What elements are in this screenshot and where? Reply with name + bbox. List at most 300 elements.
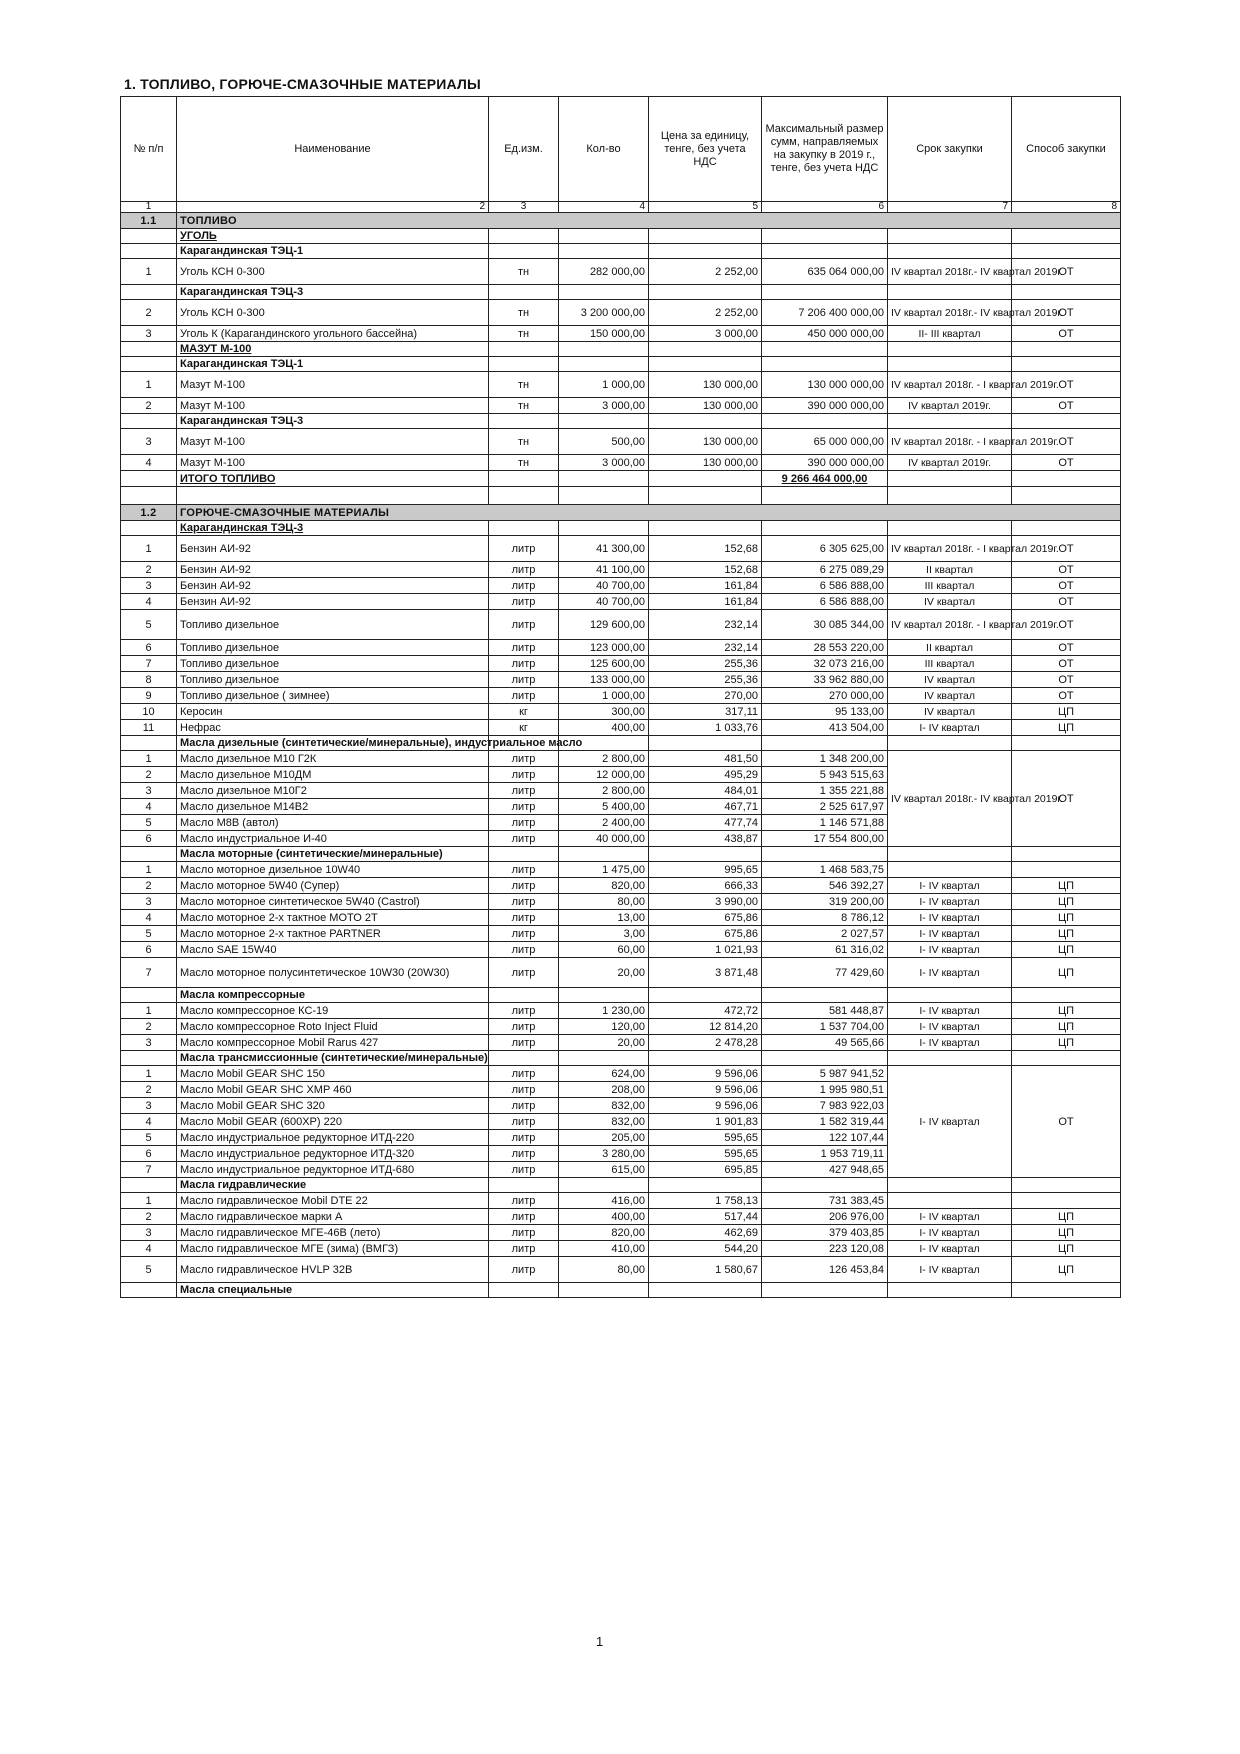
purchase-method: ОТ	[1012, 455, 1121, 471]
quantity: 400,00	[559, 720, 649, 736]
row-number: 4	[121, 455, 177, 471]
max-amount: 7 206 400 000,00	[762, 300, 888, 326]
item-name: Топливо дизельное	[177, 656, 489, 672]
table-row	[121, 259, 1121, 285]
max-amount: 2 027,57	[762, 926, 888, 942]
quantity: 500,00	[559, 429, 649, 455]
unit-price: 152,68	[649, 562, 762, 578]
row-number: 2	[121, 300, 177, 326]
max-amount: 122 107,44	[762, 1130, 888, 1146]
purchase-method: ЦП	[1012, 1019, 1121, 1035]
max-amount: 206 976,00	[762, 1209, 888, 1225]
unit: тн	[489, 455, 559, 471]
purchase-period: IV квартал 2019г.	[888, 398, 1012, 414]
unit: тн	[489, 398, 559, 414]
quantity: 1 475,00	[559, 862, 649, 878]
quantity: 208,00	[559, 1082, 649, 1098]
unit-price	[649, 471, 762, 487]
unit: литр	[489, 831, 559, 847]
column-number: 3	[489, 202, 559, 213]
group-row	[121, 1051, 1121, 1066]
max-amount: 5 943 515,63	[762, 767, 888, 783]
purchase-method: ОТ	[1012, 594, 1121, 610]
header-quantity: Кол-во	[559, 97, 649, 202]
purchase-method: ЦП	[1012, 720, 1121, 736]
unit-price: 9 596,06	[649, 1066, 762, 1082]
purchase-method: ОТ	[1012, 300, 1121, 326]
header-row	[121, 97, 1121, 202]
unit: литр	[489, 878, 559, 894]
group-row	[121, 847, 1121, 862]
item-name: Масло гидравлическое МГЕ-46В (лето)	[177, 1225, 489, 1241]
purchase-method: ЦП	[1012, 1003, 1121, 1019]
purchase-period	[888, 414, 1012, 429]
column-number: 8	[1012, 202, 1121, 213]
max-amount	[762, 357, 888, 372]
item-name: Бензин АИ-92	[177, 594, 489, 610]
group-title: Карагандинская ТЭЦ-1	[177, 244, 489, 259]
row-number: 1	[121, 751, 177, 767]
purchase-period: I- IV квартал	[888, 958, 1012, 988]
total-amount: 9 266 464 000,00	[762, 471, 888, 487]
unit-price: 1 033,76	[649, 720, 762, 736]
unit: литр	[489, 1146, 559, 1162]
group-title: Масла компрессорные	[177, 988, 489, 1003]
unit: кг	[489, 720, 559, 736]
row-number: 1	[121, 1066, 177, 1082]
header-method: Способ закупки	[1012, 97, 1121, 202]
table-row	[121, 1066, 1121, 1082]
purchase-period: IV квартал 2018г. - I квартал 2019г.	[888, 536, 1012, 562]
unit-price: 270,00	[649, 688, 762, 704]
purchase-period: IV квартал 2018г.- IV квартал 2019г.	[888, 751, 1012, 847]
unit-price	[649, 229, 762, 244]
unit	[489, 1178, 559, 1193]
max-amount	[762, 736, 888, 751]
max-amount: 95 133,00	[762, 704, 888, 720]
max-amount: 581 448,87	[762, 1003, 888, 1019]
purchase-method: ЦП	[1012, 942, 1121, 958]
purchase-period: I- IV квартал	[888, 1257, 1012, 1283]
table-row	[121, 326, 1121, 342]
unit-price	[649, 847, 762, 862]
purchase-period: I- IV квартал	[888, 1225, 1012, 1241]
unit: литр	[489, 1003, 559, 1019]
unit-price	[649, 736, 762, 751]
unit	[489, 847, 559, 862]
unit-price: 1 758,13	[649, 1193, 762, 1209]
item-name: Масло Mobil GEAR SHC 150	[177, 1066, 489, 1082]
unit: литр	[489, 910, 559, 926]
purchase-method	[1012, 1193, 1121, 1209]
unit: литр	[489, 656, 559, 672]
unit-price: 130 000,00	[649, 429, 762, 455]
subsection-row	[121, 342, 1121, 357]
item-name: Масло индустриальное И-40	[177, 831, 489, 847]
purchase-period	[888, 521, 1012, 536]
item-name: Бензин АИ-92	[177, 562, 489, 578]
row-number: 3	[121, 1098, 177, 1114]
max-amount	[762, 988, 888, 1003]
row-number: 3	[121, 1225, 177, 1241]
unit-price: 130 000,00	[649, 398, 762, 414]
quantity: 129 600,00	[559, 610, 649, 640]
max-amount: 8 786,12	[762, 910, 888, 926]
subsection-row	[121, 521, 1121, 536]
max-amount: 1 953 719,11	[762, 1146, 888, 1162]
unit-price: 467,71	[649, 799, 762, 815]
unit: литр	[489, 1114, 559, 1130]
row-number: 11	[121, 720, 177, 736]
unit-price: 1 580,67	[649, 1257, 762, 1283]
unit-price: 1 021,93	[649, 942, 762, 958]
max-amount: 32 073 216,00	[762, 656, 888, 672]
purchase-method	[1012, 521, 1121, 536]
group-row	[121, 1178, 1121, 1193]
table-row	[121, 751, 1121, 767]
column-number: 2	[177, 202, 489, 213]
purchase-method: ОТ	[1012, 1066, 1121, 1178]
quantity: 1 230,00	[559, 1003, 649, 1019]
row-number: 2	[121, 1019, 177, 1035]
purchase-period: III квартал	[888, 656, 1012, 672]
purchase-method: ЦП	[1012, 1035, 1121, 1051]
purchase-method: ЦП	[1012, 1241, 1121, 1257]
item-name: Уголь К (Карагандинского угольного бассейна)	[177, 326, 489, 342]
unit: литр	[489, 1082, 559, 1098]
unit: литр	[489, 1257, 559, 1283]
item-name: Топливо дизельное	[177, 672, 489, 688]
quantity: 3,00	[559, 926, 649, 942]
table-row	[121, 910, 1121, 926]
section-row	[121, 505, 1121, 521]
quantity: 20,00	[559, 958, 649, 988]
unit: литр	[489, 1225, 559, 1241]
unit-price	[649, 285, 762, 300]
max-amount: 1 582 319,44	[762, 1114, 888, 1130]
unit	[489, 1051, 559, 1066]
quantity: 13,00	[559, 910, 649, 926]
unit: литр	[489, 799, 559, 815]
unit: тн	[489, 326, 559, 342]
quantity: 120,00	[559, 1019, 649, 1035]
item-name: Мазут М-100	[177, 398, 489, 414]
unit-price: 255,36	[649, 656, 762, 672]
purchase-period: I- IV квартал	[888, 878, 1012, 894]
group-row	[121, 736, 1121, 751]
section-title: ТОПЛИВО	[177, 213, 1121, 229]
row-number	[121, 1051, 177, 1066]
unit: литр	[489, 942, 559, 958]
unit: литр	[489, 751, 559, 767]
purchase-method	[1012, 487, 1121, 505]
item-name: Уголь КСН 0-300	[177, 259, 489, 285]
total-row	[121, 471, 1121, 487]
unit	[489, 988, 559, 1003]
quantity: 5 400,00	[559, 799, 649, 815]
purchase-method	[1012, 988, 1121, 1003]
item-name: Масло гидравлическое марки А	[177, 1209, 489, 1225]
row-number: 6	[121, 942, 177, 958]
max-amount: 126 453,84	[762, 1257, 888, 1283]
quantity: 3 280,00	[559, 1146, 649, 1162]
unit-price	[649, 357, 762, 372]
table-body	[121, 213, 1121, 1298]
purchase-method: ОТ	[1012, 429, 1121, 455]
quantity: 820,00	[559, 878, 649, 894]
unit-price	[649, 988, 762, 1003]
max-amount: 1 468 583,75	[762, 862, 888, 878]
table-row	[121, 398, 1121, 414]
table-row	[121, 372, 1121, 398]
max-amount	[762, 1283, 888, 1298]
quantity	[559, 357, 649, 372]
quantity	[559, 487, 649, 505]
max-amount: 33 962 880,00	[762, 672, 888, 688]
header-unit: Ед.изм.	[489, 97, 559, 202]
item-name: Масло дизельное М10 Г2К	[177, 751, 489, 767]
quantity: 832,00	[559, 1114, 649, 1130]
quantity: 832,00	[559, 1098, 649, 1114]
purchase-period	[888, 1193, 1012, 1209]
quantity: 205,00	[559, 1130, 649, 1146]
max-amount: 17 554 800,00	[762, 831, 888, 847]
column-number: 7	[888, 202, 1012, 213]
unit-price: 481,50	[649, 751, 762, 767]
item-name: Масло моторное 5W40 (Супер)	[177, 878, 489, 894]
item-name: Мазут М-100	[177, 372, 489, 398]
purchase-period: I- IV квартал	[888, 926, 1012, 942]
quantity	[559, 1178, 649, 1193]
item-name: Масло гидравлическое МГЕ (зима) (ВМГЗ)	[177, 1241, 489, 1257]
unit-price: 675,86	[649, 926, 762, 942]
header-period: Срок закупки	[888, 97, 1012, 202]
purchase-period: IV квартал 2018г. - I квартал 2019г.	[888, 429, 1012, 455]
row-number: 5	[121, 1257, 177, 1283]
row-number	[121, 244, 177, 259]
max-amount: 223 120,08	[762, 1241, 888, 1257]
max-amount	[762, 487, 888, 505]
quantity: 40 700,00	[559, 578, 649, 594]
purchase-method	[1012, 414, 1121, 429]
unit-price: 317,11	[649, 704, 762, 720]
row-number: 1	[121, 536, 177, 562]
unit: литр	[489, 578, 559, 594]
purchase-period: IV квартал	[888, 672, 1012, 688]
item-name: Керосин	[177, 704, 489, 720]
table-row	[121, 894, 1121, 910]
purchase-method: ОТ	[1012, 672, 1121, 688]
purchase-period	[888, 1051, 1012, 1066]
table-row	[121, 1241, 1121, 1257]
table-row	[121, 720, 1121, 736]
item-name: Масло М8В (автол)	[177, 815, 489, 831]
row-number	[121, 988, 177, 1003]
purchase-period	[888, 357, 1012, 372]
max-amount: 450 000 000,00	[762, 326, 888, 342]
group-title: Масла моторные (синтетические/минеральные)	[177, 847, 489, 862]
max-amount	[762, 1178, 888, 1193]
purchase-period: I- IV квартал	[888, 1241, 1012, 1257]
column-number: 5	[649, 202, 762, 213]
quantity: 125 600,00	[559, 656, 649, 672]
unit-price: 161,84	[649, 578, 762, 594]
item-name: Масло SAE 15W40	[177, 942, 489, 958]
row-number: 2	[121, 767, 177, 783]
group-row	[121, 244, 1121, 259]
purchase-period: I- IV квартал	[888, 1209, 1012, 1225]
quantity: 41 100,00	[559, 562, 649, 578]
item-name: Масло дизельное М14В2	[177, 799, 489, 815]
unit-price: 9 596,06	[649, 1098, 762, 1114]
row-number: 4	[121, 799, 177, 815]
unit	[489, 521, 559, 536]
item-name: Масло индустриальное редукторное ИТД-320	[177, 1146, 489, 1162]
unit	[489, 414, 559, 429]
unit-price	[649, 1283, 762, 1298]
purchase-method	[1012, 862, 1121, 878]
unit-price: 2 478,28	[649, 1035, 762, 1051]
group-title: Масла дизельные (синтетические/минеральные), индустриальное масло	[177, 736, 489, 751]
unit: литр	[489, 672, 559, 688]
unit-price: 232,14	[649, 610, 762, 640]
purchase-method: ЦП	[1012, 1209, 1121, 1225]
subsection-row	[121, 229, 1121, 244]
max-amount: 635 064 000,00	[762, 259, 888, 285]
max-amount: 7 983 922,03	[762, 1098, 888, 1114]
section-row	[121, 213, 1121, 229]
row-number	[121, 487, 177, 505]
quantity: 80,00	[559, 894, 649, 910]
unit: тн	[489, 259, 559, 285]
item-name: Масло моторное синтетическое 5W40 (Castrol)	[177, 894, 489, 910]
purchase-period	[888, 285, 1012, 300]
quantity	[559, 1051, 649, 1066]
max-amount: 77 429,60	[762, 958, 888, 988]
purchase-period: IV квартал 2019г.	[888, 455, 1012, 471]
purchase-method: ОТ	[1012, 656, 1121, 672]
max-amount: 1 146 571,88	[762, 815, 888, 831]
purchase-period	[888, 244, 1012, 259]
section-title: ГОРЮЧЕ-СМАЗОЧНЫЕ МАТЕРИАЛЫ	[177, 505, 1121, 521]
purchase-period: I- IV квартал	[888, 910, 1012, 926]
item-name: Масло Mobil GEAR (600XP) 220	[177, 1114, 489, 1130]
max-amount	[762, 521, 888, 536]
header-max-amount: Максимальный размер сумм, направляемых на закупку в 2019 г., тенге, без учета НДС	[762, 97, 888, 202]
row-number: 4	[121, 1114, 177, 1130]
row-number: 2	[121, 878, 177, 894]
quantity	[559, 342, 649, 357]
table-row	[121, 878, 1121, 894]
quantity: 400,00	[559, 1209, 649, 1225]
group-row	[121, 357, 1121, 372]
max-amount: 413 504,00	[762, 720, 888, 736]
purchase-period: IV квартал	[888, 594, 1012, 610]
unit: литр	[489, 815, 559, 831]
purchase-method: ОТ	[1012, 688, 1121, 704]
row-number: 5	[121, 926, 177, 942]
table-row	[121, 958, 1121, 988]
item-name: Масло гидравлическое Mobil DTE 22	[177, 1193, 489, 1209]
item-name: Мазут М-100	[177, 429, 489, 455]
unit	[489, 1283, 559, 1298]
group-title: Карагандинская ТЭЦ-3	[177, 285, 489, 300]
row-number	[121, 229, 177, 244]
table-row	[121, 1035, 1121, 1051]
unit: литр	[489, 594, 559, 610]
row-number: 7	[121, 958, 177, 988]
purchase-period	[888, 862, 1012, 878]
item-name: Нефрас	[177, 720, 489, 736]
item-name: Масло Mobil GEAR SHC XMP 460	[177, 1082, 489, 1098]
group-row	[121, 1283, 1121, 1298]
unit: литр	[489, 610, 559, 640]
row-number: 6	[121, 640, 177, 656]
row-number: 4	[121, 910, 177, 926]
purchase-period: IV квартал	[888, 704, 1012, 720]
row-number: 1	[121, 862, 177, 878]
purchase-method	[1012, 285, 1121, 300]
unit: литр	[489, 783, 559, 799]
unit: литр	[489, 894, 559, 910]
unit-price: 255,36	[649, 672, 762, 688]
group-title: Масла трансмиссионные (синтетические/минеральные)	[177, 1051, 489, 1066]
quantity: 1 000,00	[559, 372, 649, 398]
item-name: Уголь КСН 0-300	[177, 300, 489, 326]
item-name: Топливо дизельное	[177, 610, 489, 640]
item-name	[177, 487, 489, 505]
purchase-period: IV квартал 2018г. - I квартал 2019г.	[888, 610, 1012, 640]
purchase-method: ОТ	[1012, 751, 1121, 847]
quantity: 410,00	[559, 1241, 649, 1257]
max-amount	[762, 229, 888, 244]
item-name: Масло компрессорное Mobil Rarus 427	[177, 1035, 489, 1051]
item-name: Масло компрессорное КС-19	[177, 1003, 489, 1019]
max-amount: 731 383,45	[762, 1193, 888, 1209]
quantity	[559, 244, 649, 259]
quantity	[559, 988, 649, 1003]
unit: литр	[489, 767, 559, 783]
table-row	[121, 429, 1121, 455]
purchase-method	[1012, 229, 1121, 244]
column-number: 6	[762, 202, 888, 213]
purchase-method	[1012, 1283, 1121, 1298]
unit-price: 695,85	[649, 1162, 762, 1178]
header-name: Наименование	[177, 97, 489, 202]
unit-price: 3 871,48	[649, 958, 762, 988]
max-amount: 6 586 888,00	[762, 578, 888, 594]
unit-price: 517,44	[649, 1209, 762, 1225]
item-name: Масло компрессорное Roto Inject Fluid	[177, 1019, 489, 1035]
unit-price: 544,20	[649, 1241, 762, 1257]
quantity: 80,00	[559, 1257, 649, 1283]
unit-price: 666,33	[649, 878, 762, 894]
table-row	[121, 640, 1121, 656]
purchase-period: I- IV квартал	[888, 1003, 1012, 1019]
purchase-period: I- IV квартал	[888, 894, 1012, 910]
row-number: 6	[121, 831, 177, 847]
unit-price: 438,87	[649, 831, 762, 847]
row-number: 3	[121, 429, 177, 455]
item-name: Топливо дизельное ( зимнее)	[177, 688, 489, 704]
unit-price: 9 596,06	[649, 1082, 762, 1098]
quantity: 3 000,00	[559, 398, 649, 414]
group-title: Карагандинская ТЭЦ-3	[177, 414, 489, 429]
table-row	[121, 562, 1121, 578]
table-row	[121, 1003, 1121, 1019]
max-amount: 61 316,02	[762, 942, 888, 958]
unit: литр	[489, 1035, 559, 1051]
